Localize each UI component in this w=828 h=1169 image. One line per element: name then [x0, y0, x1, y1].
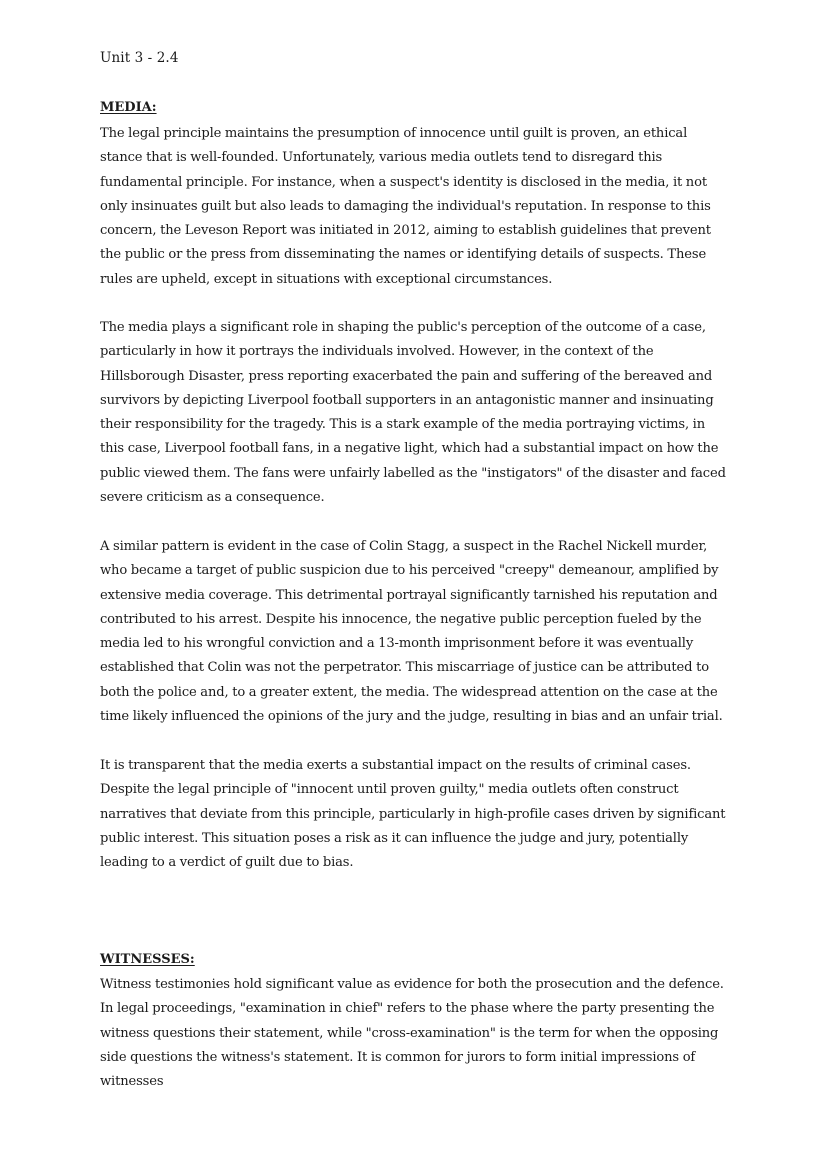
- media-paragraph: The media plays a significant role in shaping the public's perception of the outcome of a case, particularly in how it portrays the individuals involved. However, in the context of the Hillsborough Disaster, press reporting exacerbated the pain and suffering of the bereaved and survivors by depicting Liverpool football supporters in an antagonistic manner and insinuating their responsibility for the tragedy. This is a stark example of the media portraying victims, in this case, Liverpool football fans, in a negative light, which had a substantial impact on how the public viewed them. The fans were unfairly labelled as the "instigators" of the disaster and faced severe criticism as a consequence.: [100, 320, 726, 506]
- witnesses-paragraph: Witness testimonies hold significant value as evidence for both the prosecution and the defence. In legal proceedings, "examination in chief" refers to the phase where the party presenting the witness questions their statement, while "cross-examination" is the term for when the opposing side questions the witness's statement. It is common for jurors to form initial impressions of witnesses: [100, 977, 724, 1090]
- unit-label: Unit 3 - 2.4: [100, 50, 179, 66]
- witnesses-section-heading: WITNESSES:: [100, 952, 195, 967]
- media-paragraph: The legal principle maintains the presumption of innocence until guilt is proven, an ethical stance that is well-founded. Unfortunately, various media outlets tend to disregard this fundamental principle. For instance, when a suspect's identity is disclosed in the media, it not only insinuates guilt but also leads to damaging the individual's reputation. In response to this concern, the Leveson Report was initiated in 2012, aiming to establish guidelines that prevent the public or the press from disseminating the names or identifying details of suspects. These rules are upheld, except in situations with exceptional circumstances.: [100, 126, 711, 287]
- media-section-heading: MEDIA:: [100, 100, 157, 115]
- media-paragraph: It is transparent that the media exerts a substantial impact on the results of criminal cases. Despite the legal principle of "innocent until proven guilty," media outlets often construct narratives that deviate from this principle, particularly in high-profile cases driven by significant public interest. This situation poses a risk as it can influence the judge and jury, potentially leading to a verdict of guilt due to bias.: [100, 758, 726, 871]
- media-paragraph: A similar pattern is evident in the case of Colin Stagg, a suspect in the Rachel Nickell murder, who became a target of public suspicion due to his perceived "creepy" demeanour, amplified by extensive media coverage. This detrimental portrayal significantly tarnished his reputation and contributed to his arrest. Despite his innocence, the negative public perception fueled by the media led to his wrongful conviction and a 13-month imprisonment before it was eventually established that Colin was not the perpetrator. This miscarriage of justice can be attributed to both the police and, to a greater extent, the media. The widespread attention on the case at the time likely influenced the opinions of the jury and the judge, resulting in bias and an unfair trial.: [100, 539, 723, 725]
